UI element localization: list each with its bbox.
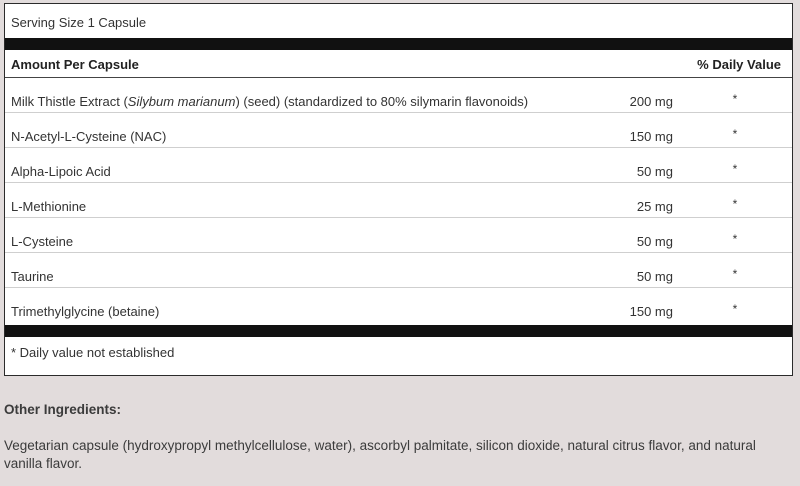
ingredient-daily-value: *	[732, 92, 738, 106]
table-row	[5, 253, 792, 288]
daily-value-header: % Daily Value	[697, 57, 781, 72]
amount-per-capsule-header: Amount Per Capsule	[11, 57, 139, 72]
ingredient-name: Alpha-Lipoic Acid	[11, 164, 111, 179]
latin-name: Silybum marianum	[127, 94, 236, 109]
table-row	[5, 78, 792, 113]
ingredient-name: Trimethylglycine (betaine)	[11, 304, 160, 319]
ingredient-name: Taurine	[11, 269, 54, 284]
ingredient-name: L-Cysteine	[11, 234, 74, 249]
other-ingredients-title: Other Ingredients:	[4, 402, 122, 417]
serving-size: Serving Size 1 Capsule	[11, 15, 147, 30]
top-divider-bar	[5, 38, 792, 50]
daily-value-footnote: * Daily value not established	[11, 345, 175, 360]
ingredient-daily-value: *	[732, 162, 738, 176]
ingredient-amount: 25 mg	[636, 199, 673, 214]
ingredient-amount: 50 mg	[636, 234, 673, 249]
ingredient-amount: 50 mg	[636, 164, 673, 179]
supplement-facts-panel	[4, 3, 793, 376]
ingredient-amount: 150 mg	[629, 304, 673, 319]
ingredient-daily-value: *	[732, 302, 738, 316]
table-row	[5, 113, 792, 148]
other-ingredients-text: Vegetarian capsule (hydroxypropyl methylcellulose, water), ascorbyl palmitate, silicon dioxide, natural citrus flavor, and natural vanilla flavor.	[4, 438, 756, 471]
ingredient-amount: 50 mg	[636, 269, 673, 284]
ingredient-daily-value: *	[732, 232, 738, 246]
table-row	[5, 183, 792, 218]
ingredient-name: L-Methionine	[11, 199, 87, 214]
table-row	[5, 288, 792, 323]
ingredient-amount: 150 mg	[629, 129, 673, 144]
ingredient-daily-value: *	[732, 197, 738, 211]
ingredient-amount: 200 mg	[629, 94, 673, 109]
table-row	[5, 218, 792, 253]
table-row	[5, 148, 792, 183]
ingredient-daily-value: *	[732, 267, 738, 281]
table-header	[5, 50, 792, 78]
ingredient-daily-value: *	[732, 127, 738, 141]
ingredient-name: Milk Thistle Extract (Silybum marianum) (seed) (standardized to 80% silymarin flavonoids)	[11, 94, 529, 109]
bottom-divider-bar	[5, 325, 792, 337]
ingredient-rows	[5, 78, 792, 323]
ingredient-name: N-Acetyl-L-Cysteine (NAC)	[11, 129, 167, 144]
